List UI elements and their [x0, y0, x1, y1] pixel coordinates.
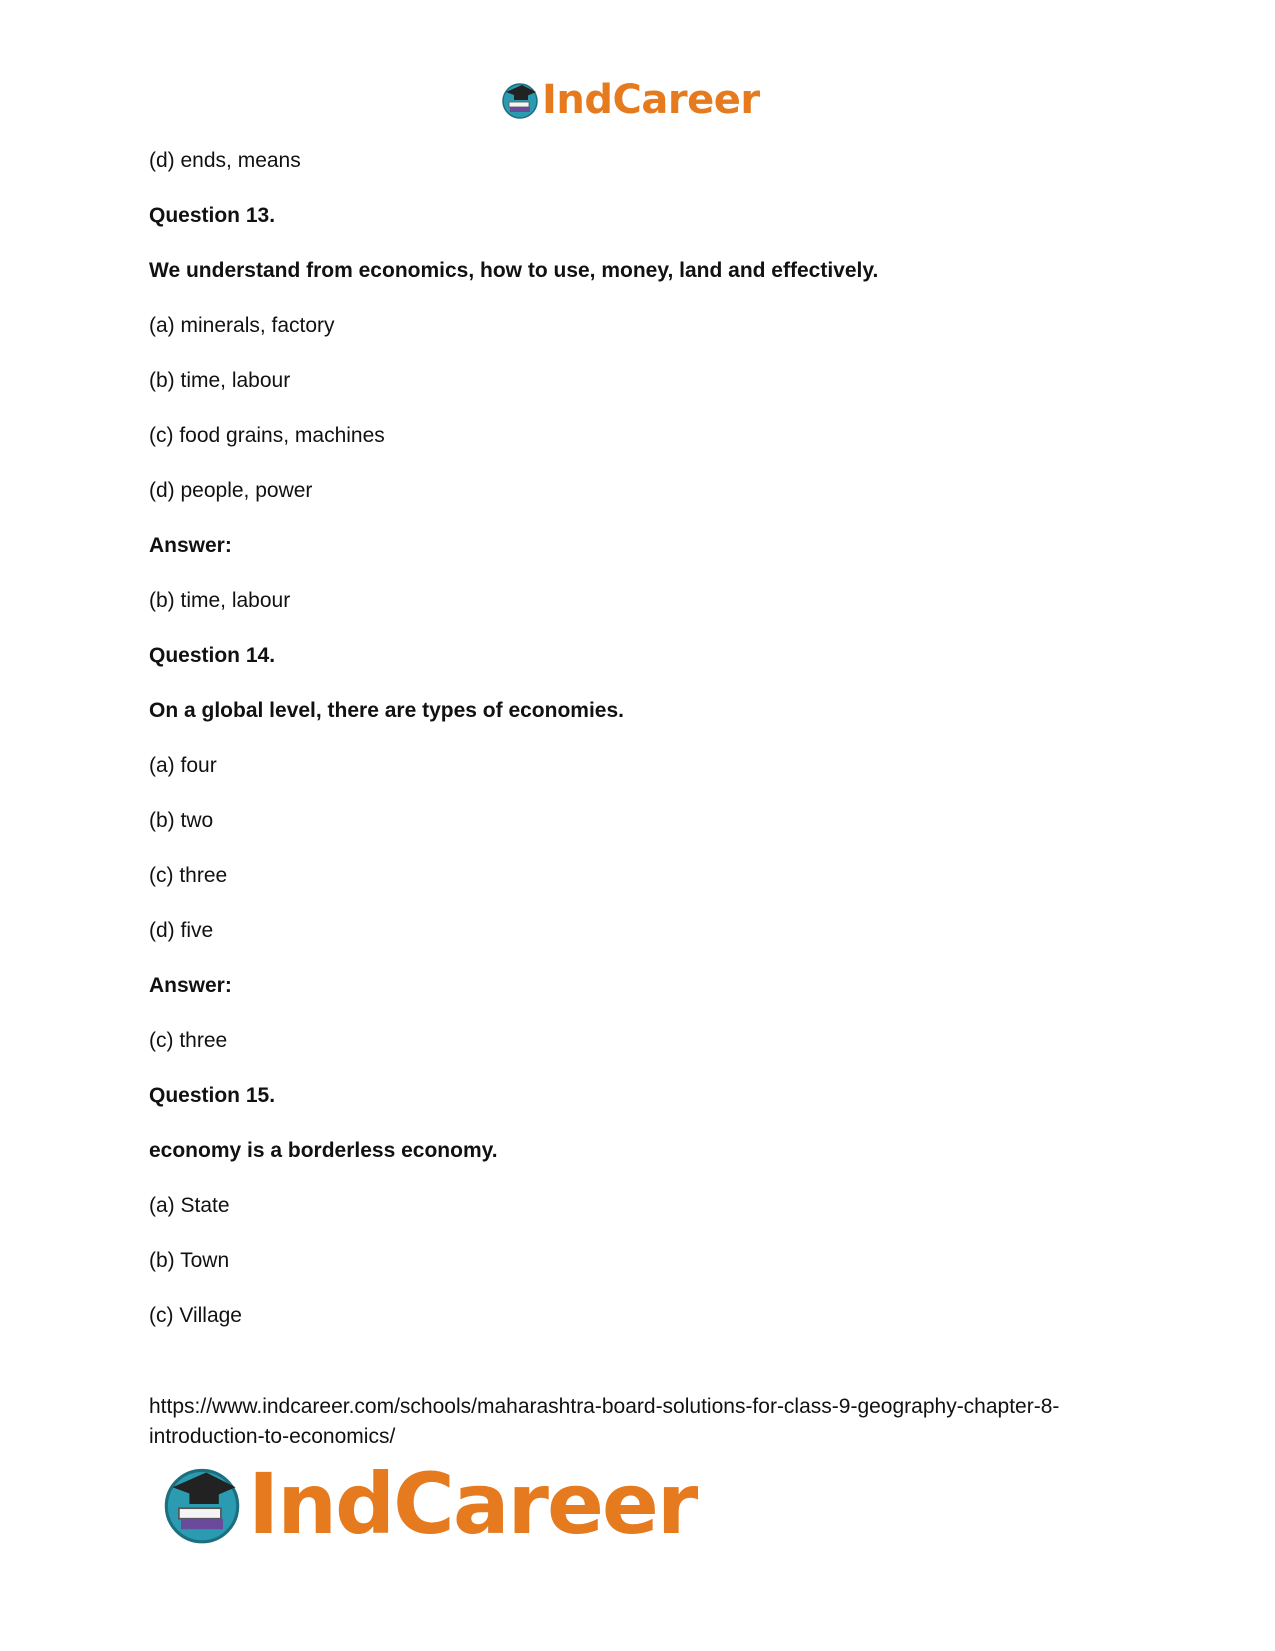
question-line: On a global level, there are types of economies. — [149, 699, 624, 722]
option-line: (d) five — [149, 919, 214, 942]
logo-text: IndCareer — [248, 1455, 697, 1553]
option-line: (b) time, labour — [149, 589, 291, 612]
option-line: (b) time, labour — [149, 369, 291, 392]
option-line: (c) food grains, machines — [149, 424, 385, 447]
header-logo — [500, 77, 760, 123]
option-line: (b) Town — [149, 1249, 230, 1272]
source-url[interactable]: https://www.indcareer.com/schools/maharashtra-board-solutions-for-class-9-geography-chapter-8-introduction-to-economics/ — [149, 1395, 1060, 1448]
graduation-cap-globe-icon — [500, 80, 540, 120]
option-line: (a) State — [149, 1194, 230, 1217]
question-line: Question 13. — [149, 204, 276, 227]
question-line: economy is a borderless economy. — [149, 1139, 498, 1162]
option-line: (b) two — [149, 809, 214, 832]
option-line: (c) three — [149, 1029, 228, 1052]
option-line: (d) people, power — [149, 479, 313, 502]
option-line: (a) four — [149, 754, 217, 777]
question-line: Answer: — [149, 974, 232, 997]
question-line: Question 14. — [149, 644, 276, 667]
option-line: (c) three — [149, 864, 228, 887]
logo-text: IndCareer — [542, 77, 760, 123]
option-line: (c) Village — [149, 1304, 242, 1327]
option-line: (d) ends, means — [149, 149, 301, 172]
graduation-cap-globe-icon — [160, 1462, 244, 1546]
footer-logo — [160, 1455, 697, 1553]
document-body — [149, 146, 1149, 1356]
question-line: Question 15. — [149, 1084, 276, 1107]
question-line: We understand from economics, how to use, money, land and effectively. — [149, 259, 879, 282]
option-line: (a) minerals, factory — [149, 314, 335, 337]
question-line: Answer: — [149, 534, 232, 557]
